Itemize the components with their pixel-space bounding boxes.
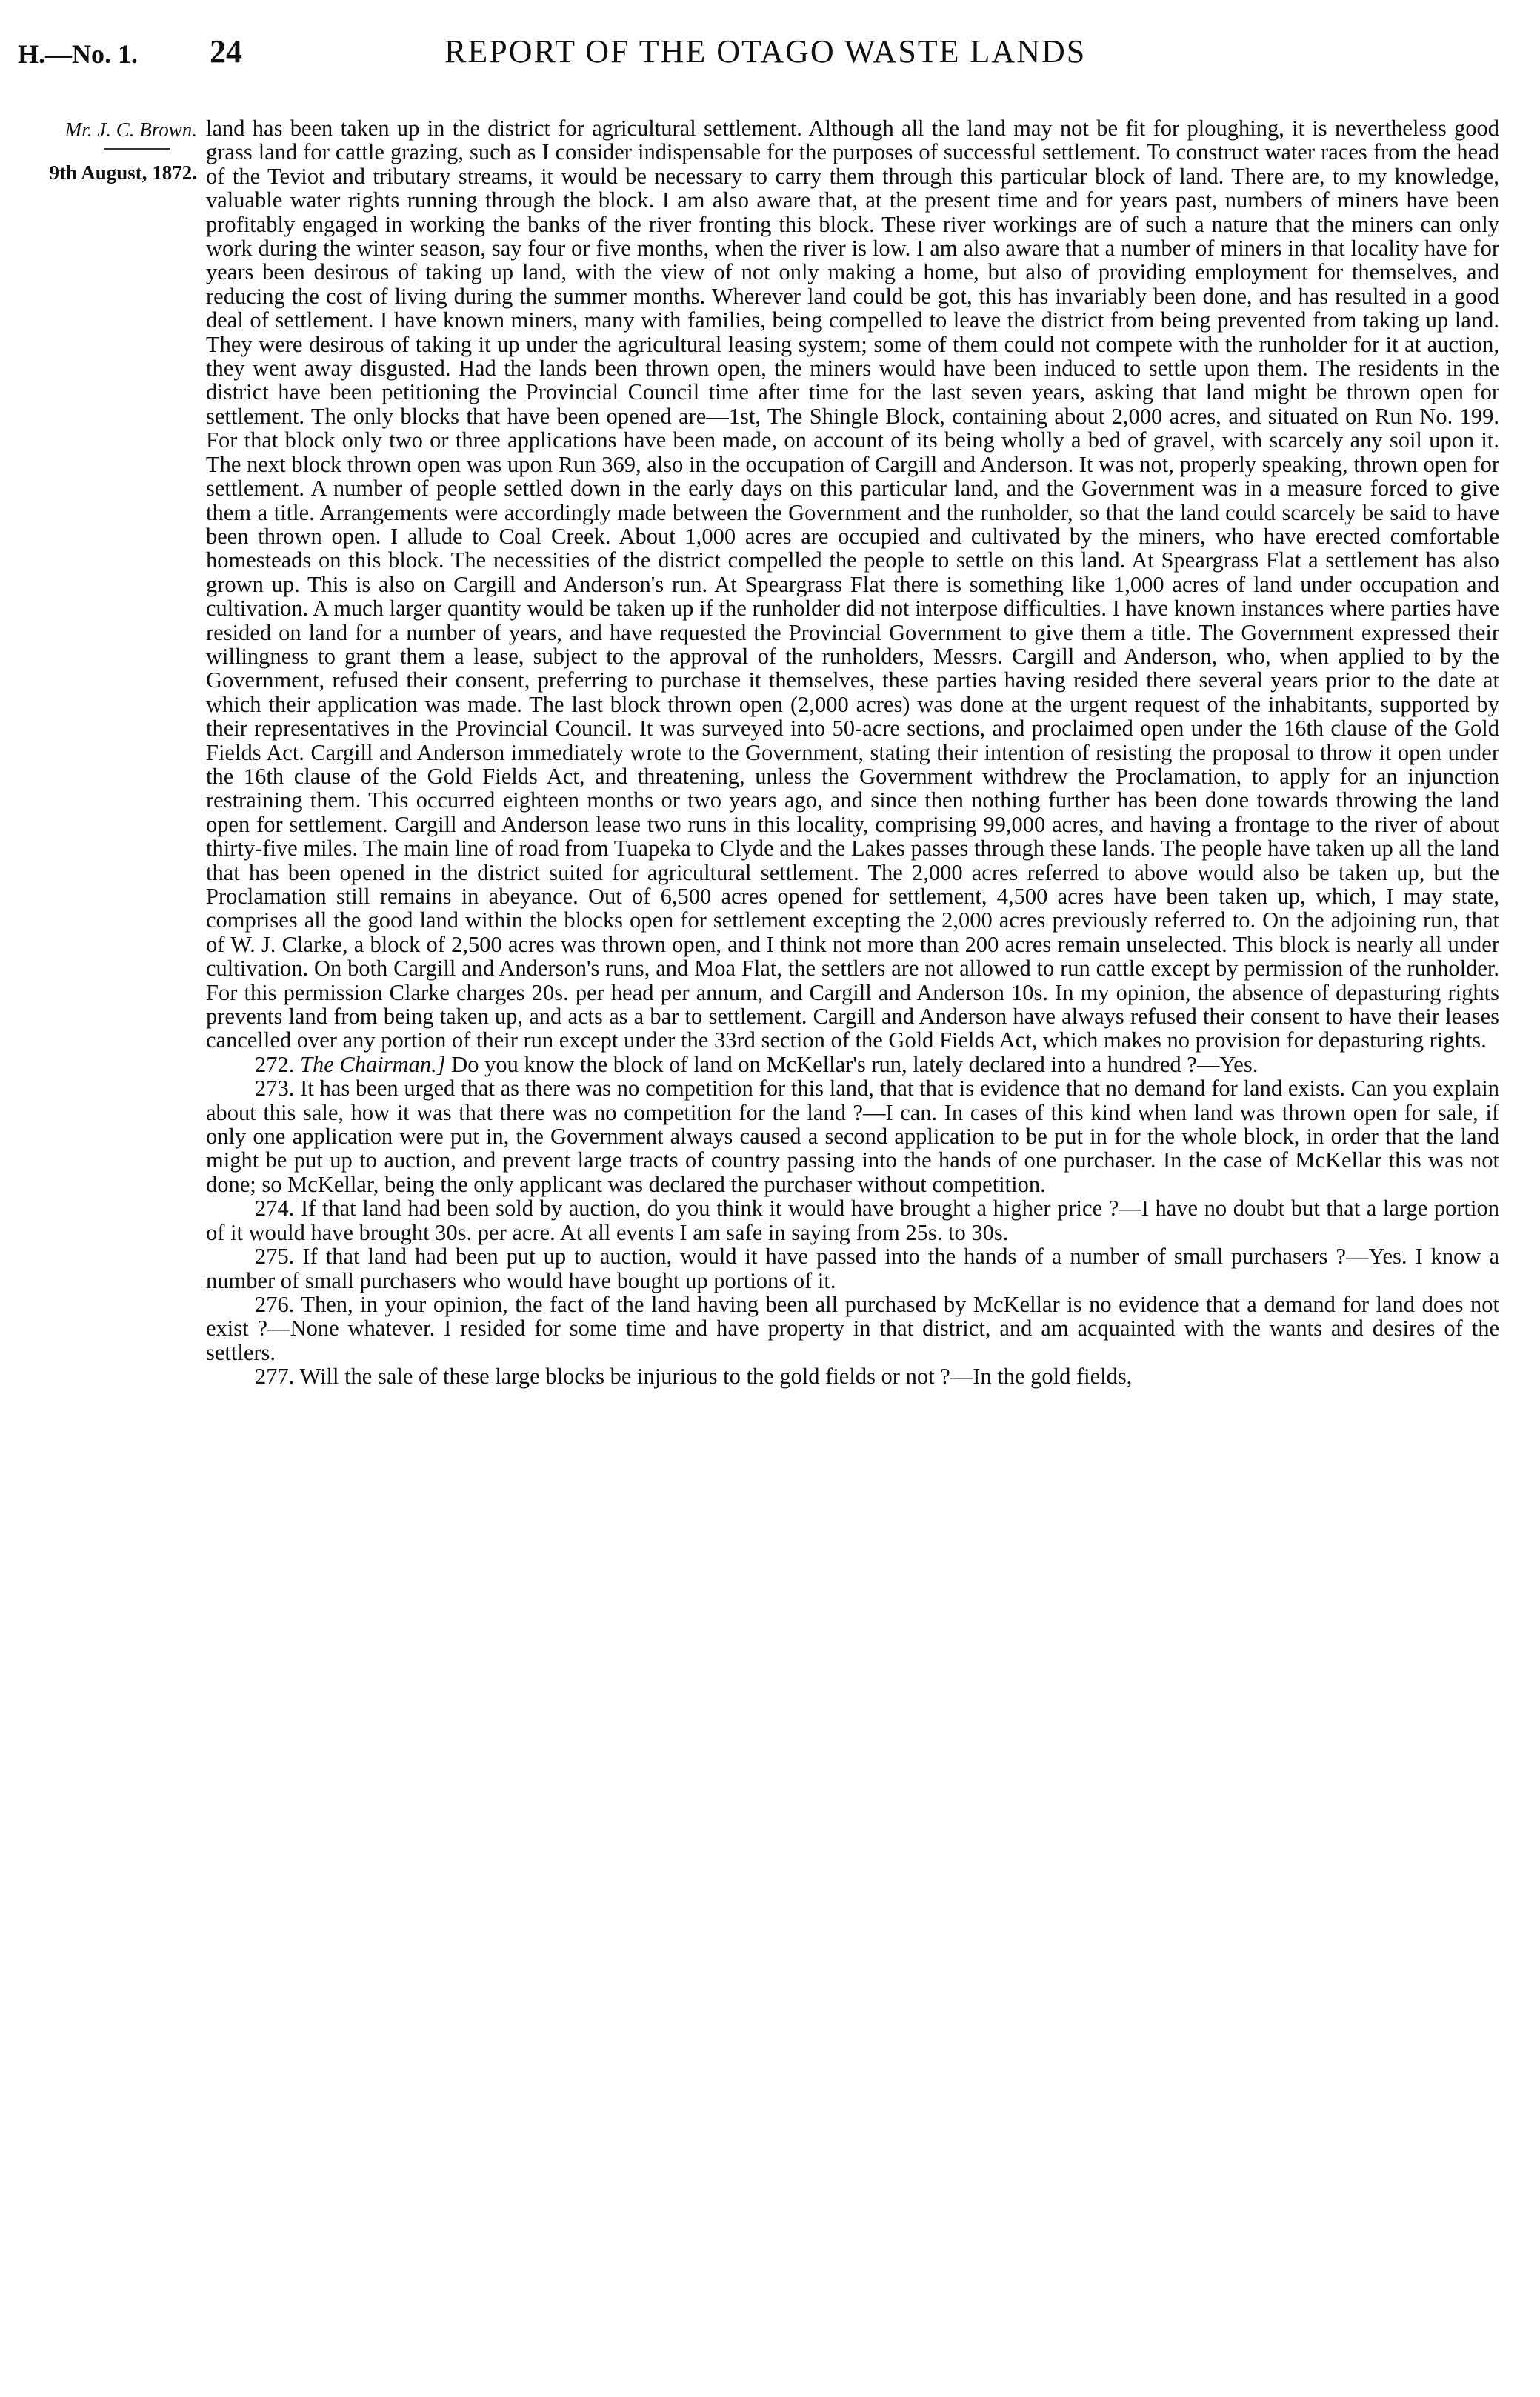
page-number: 24 <box>210 33 242 70</box>
margin-divider <box>104 148 170 161</box>
testimony-date: 9th August, 1872. <box>49 161 197 184</box>
question-text: Will the sale of these large blocks be injurious to the gold fields or not ?—In the gold fields, <box>299 1364 1133 1390</box>
question-number: 272. <box>255 1051 295 1077</box>
question-text: It has been urged that as there was no competition for this land, that that is evidence that no demand for land exists. Can you explain about this sale, how it was that there was no competition for the land ?—I can. In cases of this kind when land was thrown open for sale, if only one application were put in, the Government always caused a second application to be put in for the whole block, in order that the land might be put up to auction, and prevent large tracts of country passing into the hands of one purchaser. In the case of McKellar this was not done; so McKellar, being the only applicant was declared the purchaser without competition. <box>206 1076 1500 1197</box>
question-text: If that land had been sold by auction, do you think it would have brought a higher price ?—I have no doubt but that a large portion of it would have brought 30s. per acre. At all events I am safe in saying from 25s. to 30s. <box>206 1196 1500 1245</box>
question-number: 274. <box>255 1196 295 1221</box>
page-title: REPORT OF THE OTAGO WASTE LANDS <box>444 33 1087 70</box>
margin-note <box>7 119 201 184</box>
question-272 <box>206 1053 1499 1076</box>
question-number: 273. <box>255 1076 295 1101</box>
page-header <box>0 33 1540 84</box>
paper-reference: H.—No. 1. <box>18 39 138 69</box>
witness-statement: land has been taken up in the district for agricultural settlement. Although all the land may not be fit for ploughing, it is nevertheless good grass land for cattle grazing, such as I consider indispensable for the purposes of successful settlement. To construct water races from the head of the Teviot and tributary streams, it would be necessary to carry them through this particular block of land. There are, to my knowledge, valuable water rights running through the block. I am also aware that, at the present time and for years past, numbers of miners have been profitably engaged in working the banks of the river fronting this block. These river workings are of such a nature that the miners can only work during the winter season, say four or five months, when the river is low. I am also aware that a number of miners in that locality have for years been desirous of taking up land, with the view of not only making a home, but also of providing employment for themselves, and reducing the cost of living during the summer months. Wherever land could be got, this has invariably been done, and has resulted in a good deal of settlement. I have known miners, many with families, being compelled to leave the district from being prevented from taking up land. They were desirous of taking it up under the agricultural leasing system; some of them could not compete with the runholder for it at auction, they went away disgusted. Had the lands been thrown open, the miners would have been induced to settle upon them. The residents in the district have been petitioning the Provincial Council time after time for the last seven years, asking that land might be thrown open for settlement. The only blocks that have been opened are—1st, The Shingle Block, containing about 2,000 acres, and situated on Run No. 199. For that block only two or three applications have been made, on account of its being wholly a bed of gravel, with scarcely any soil upon it. The next block thrown open was upon Run 369, also in the occupation of Cargill and Anderson. It was not, properly speaking, thrown open for settlement. A number of people settled down in the early days on this particular land, and the Government was in a measure forced to give them a title. Arrangements were accordingly made between the Government and the runholder, so that the land could scarcely be said to have been thrown open. I allude to Coal Creek. About 1,000 acres are occupied and cultivated by the miners, who have erected comfortable homesteads on this block. The necessities of the district compelled the people to settle on this land. At Speargrass Flat a settlement has also grown up. This is also on Cargill and Anderson's run. At Speargrass Flat there is something like 1,000 acres of land under occupation and cultivation. A much larger quantity would be taken up if the runholder did not interpose difficulties. I have known instances where parties have resided on land for a number of years, and have requested the Provincial Government to give them a title. The Government expressed their willingness to grant them a lease, subject to the approval of the runholders, Messrs. Cargill and Anderson, who, when applied to by the Government, refused their consent, preferring to purchase it themselves, these parties having resided there several years prior to the date at which their application was made. The last block thrown open (2,000 acres) was done at the urgent request of the inhabitants, supported by their representatives in the Provincial Council. It was surveyed into 50-acre sections, and proclaimed open under the 16th clause of the Gold Fields Act. Cargill and Anderson immediately wrote to the Government, stating their intention of resisting the proposal to throw it open under the 16th clause of the Gold Fields Act, and threatening, unless the Government withdrew the Proclamation, to apply for an injunction restraining them. This occurred eighteen months or two years ago, and since then nothing further has been done towards throwing the land open for settlement. Cargill and Anderson lease two runs in this locality, comprising 99,000 acres, and having a frontage to the river of about thirty-five miles. The main line of road from Tuapeka to Clyde and the Lakes passes through these lands. The people have taken up all the land that has been opened in the district suited for agricultural settlement. The 2,000 acres referred to above would also be taken up, but the Proclamation still remains in abeyance. Out of 6,500 acres opened for settlement, 4,500 acres have been taken up, which, I may state, comprises all the good land within the blocks open for settlement excepting the 2,000 acres previously referred to. On the adjoining run, that of W. J. Clarke, a block of 2,500 acres was thrown open, and I think not more than 200 acres remain unselected. This block is nearly all under cultivation. On both Cargill and Anderson's runs, and Moa Flat, the settlers are not allowed to run cattle except by permission of the runholder. For this permission Clarke charges 20s. per head per annum, and Cargill and Anderson 10s. In my opinion, the absence of depasturing rights prevents land from being taken up, and acts as a bar to settlement. Cargill and Anderson have always refused their consent to have their leases cancelled over any portion of their run except under the 33rd section of the Gold Fields Act, which makes no provision for depasturing rights. <box>206 116 1499 1053</box>
question-text: Do you know the block of land on McKellar's run, lately declared into a hundred ?—Yes. <box>451 1051 1259 1077</box>
question-number: 277. <box>255 1364 295 1390</box>
question-277 <box>206 1364 1499 1388</box>
question-276 <box>206 1293 1499 1364</box>
speaker-label: The Chairman.] <box>300 1051 446 1077</box>
question-text: Then, in your opinion, the fact of the land having been all purchased by McKellar is no evidence that a demand for land does not exist ?—None whatever. I resided for some time and have property in that district, and am acquainted with the wants and desires of the settlers. <box>206 1291 1499 1365</box>
question-275 <box>206 1244 1499 1293</box>
question-number: 275. <box>255 1244 295 1270</box>
testimony-body <box>206 116 1499 1389</box>
question-number: 276. <box>255 1291 295 1317</box>
question-274 <box>206 1196 1499 1244</box>
question-text: If that land had been put up to auction, would it have passed into the hands of a number of small purchasers ?—Yes. I know a number of small purchasers who would have bought up portions of it. <box>206 1244 1499 1293</box>
question-273 <box>206 1076 1499 1196</box>
witness-name: Mr. J. C. Brown. <box>64 119 197 141</box>
